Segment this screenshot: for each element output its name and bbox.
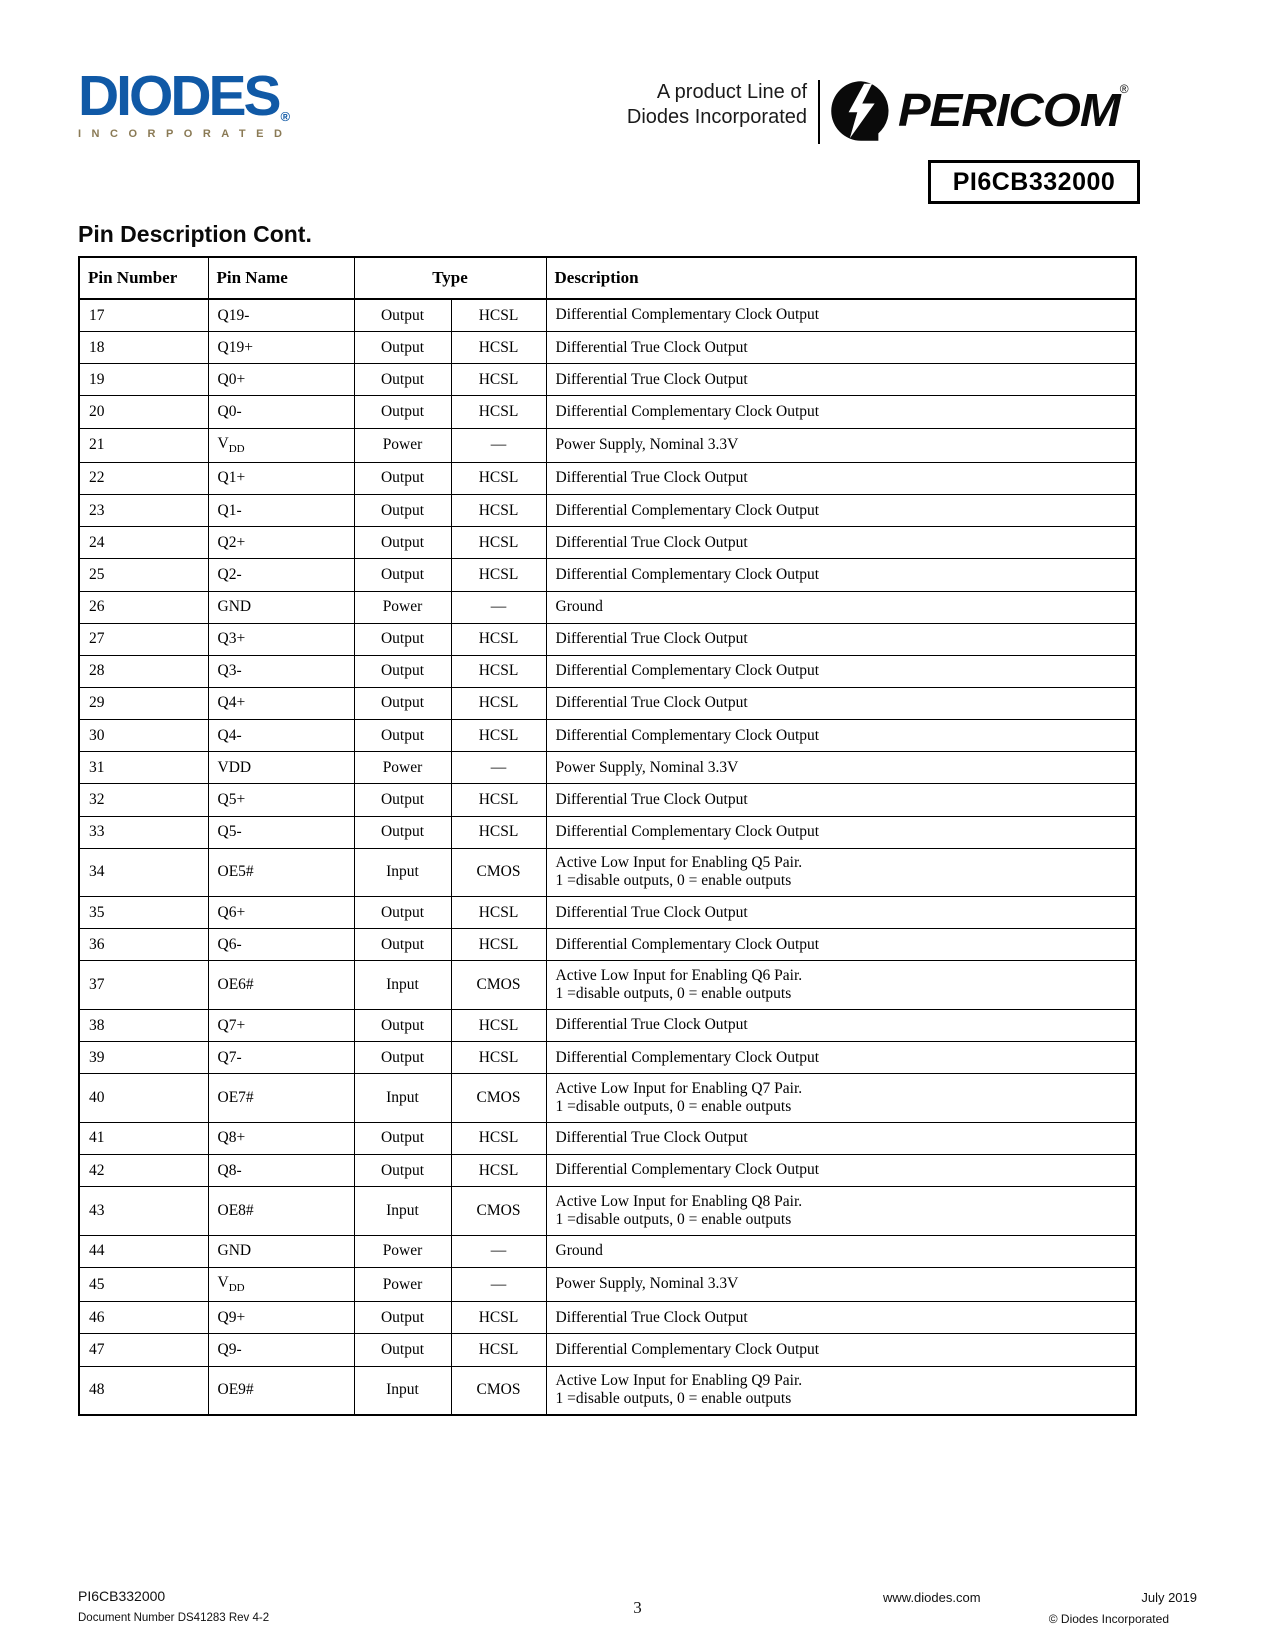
cell-pin-name: $V_{DD}$ — [208, 1267, 354, 1301]
description-line: Power Supply, Nominal 3.3V — [555, 436, 739, 454]
cell-type-direction: Output — [354, 559, 451, 591]
cell-pin-name: Q7- — [208, 1042, 354, 1074]
cell-description — [546, 720, 1136, 752]
cell-description — [546, 752, 1136, 784]
description-line: Differential Complementary Clock Output — [555, 565, 820, 583]
pin-name-subscript: DD — [228, 443, 245, 456]
description-line: Active Low Input for Enabling Q6 Pair. — [555, 966, 803, 984]
cell-type-direction: Output — [354, 623, 451, 655]
cell-pin-number: 17 — [79, 299, 208, 332]
cell-pin-number: 44 — [79, 1235, 208, 1267]
description-line: Ground — [555, 1242, 603, 1260]
cell-description — [546, 655, 1136, 687]
cell-description — [546, 591, 1136, 623]
product-line-caption-line2: Diodes Incorporated — [626, 106, 807, 128]
table-row — [79, 428, 1136, 462]
cell-description — [546, 527, 1136, 559]
cell-description — [546, 816, 1136, 848]
description-line: 1 =disable outputs, 0 = enable outputs — [555, 1210, 792, 1228]
table-row — [79, 1187, 1136, 1236]
cell-type-standard: HCSL — [451, 462, 546, 494]
cell-description — [546, 1155, 1136, 1187]
table-row — [79, 495, 1136, 527]
cell-type-direction: Output — [354, 495, 451, 527]
cell-description — [546, 1122, 1136, 1154]
description-line: Differential True Clock Output — [555, 370, 748, 388]
cell-type-standard: HCSL — [451, 1302, 546, 1334]
table-row — [79, 1235, 1136, 1267]
cell-type-standard: HCSL — [451, 655, 546, 687]
table-row — [79, 1010, 1136, 1042]
cell-pin-number: 24 — [79, 527, 208, 559]
cell-pin-number: 40 — [79, 1074, 208, 1123]
table-header-row — [79, 257, 1136, 299]
table-row — [79, 1334, 1136, 1366]
cell-type-standard: — — [451, 1235, 546, 1267]
cell-pin-name: Q5+ — [208, 784, 354, 816]
cell-pin-number: 19 — [79, 364, 208, 396]
table-row — [79, 591, 1136, 623]
description-line: 1 =disable outputs, 0 = enable outputs — [555, 1390, 792, 1408]
cell-type-standard: HCSL — [451, 897, 546, 929]
cell-type-direction: Power — [354, 428, 451, 462]
cell-description — [546, 1074, 1136, 1123]
cell-type-direction: Output — [354, 1155, 451, 1187]
cell-type-standard: HCSL — [451, 1334, 546, 1366]
cell-type-direction: Output — [354, 784, 451, 816]
cell-pin-number: 25 — [79, 559, 208, 591]
cell-pin-number: 29 — [79, 687, 208, 719]
cell-type-standard: HCSL — [451, 495, 546, 527]
cell-pin-number: 46 — [79, 1302, 208, 1334]
cell-description — [546, 559, 1136, 591]
cell-pin-number: 47 — [79, 1334, 208, 1366]
cell-pin-name: Q2- — [208, 559, 354, 591]
cell-description — [546, 332, 1136, 364]
cell-type-standard: HCSL — [451, 559, 546, 591]
table-row — [79, 848, 1136, 897]
cell-type-direction: Output — [354, 929, 451, 961]
cell-type-standard: CMOS — [451, 961, 546, 1010]
cell-pin-number: 31 — [79, 752, 208, 784]
cell-pin-number: 41 — [79, 1122, 208, 1154]
cell-type-standard: HCSL — [451, 623, 546, 655]
cell-description — [546, 623, 1136, 655]
cell-type-standard: HCSL — [451, 1122, 546, 1154]
cell-description — [546, 364, 1136, 396]
product-line-caption — [555, 80, 807, 130]
cell-pin-number: 27 — [79, 623, 208, 655]
description-line: Differential True Clock Output — [555, 1129, 748, 1147]
cell-description — [546, 495, 1136, 527]
cell-description — [546, 1334, 1136, 1366]
description-line: Differential Complementary Clock Output — [555, 306, 820, 324]
cell-description — [546, 1187, 1136, 1236]
cell-type-standard: CMOS — [451, 1366, 546, 1415]
table-row — [79, 527, 1136, 559]
description-line: Differential Complementary Clock Output — [555, 501, 820, 519]
description-line: Differential True Clock Output — [555, 533, 748, 551]
diodes-logo — [78, 64, 338, 140]
cell-pin-name: Q4+ — [208, 687, 354, 719]
cell-description — [546, 462, 1136, 494]
cell-pin-name: OE5# — [208, 848, 354, 897]
cell-type-direction: Output — [354, 527, 451, 559]
cell-pin-name: GND — [208, 1235, 354, 1267]
cell-type-direction: Output — [354, 1042, 451, 1074]
table-row — [79, 752, 1136, 784]
cell-description — [546, 897, 1136, 929]
description-line: Differential Complementary Clock Output — [555, 402, 820, 420]
description-line: Power Supply, Nominal 3.3V — [555, 1275, 739, 1293]
cell-type-standard: CMOS — [451, 1074, 546, 1123]
cell-type-direction: Output — [354, 655, 451, 687]
cell-pin-name: Q9+ — [208, 1302, 354, 1334]
cell-type-standard: — — [451, 752, 546, 784]
lightning-bolt-icon — [830, 80, 892, 142]
cell-type-direction: Output — [354, 1122, 451, 1154]
cell-type-direction: Output — [354, 332, 451, 364]
footer-website-link[interactable]: www.diodes.com — [883, 1590, 981, 1605]
cell-description — [546, 961, 1136, 1010]
cell-description — [546, 1267, 1136, 1301]
table-row — [79, 1267, 1136, 1301]
cell-type-standard: HCSL — [451, 332, 546, 364]
table-row — [79, 299, 1136, 332]
cell-pin-name: Q19- — [208, 299, 354, 332]
description-line: 1 =disable outputs, 0 = enable outputs — [555, 985, 792, 1003]
cell-type-standard: HCSL — [451, 396, 546, 428]
diodes-wordmark — [78, 64, 338, 128]
cell-type-direction: Power — [354, 1267, 451, 1301]
cell-type-direction: Power — [354, 591, 451, 623]
cell-pin-name: Q7+ — [208, 1010, 354, 1042]
cell-pin-name: Q1- — [208, 495, 354, 527]
cell-pin-name: Q3+ — [208, 623, 354, 655]
description-line: Active Low Input for Enabling Q8 Pair. — [555, 1192, 803, 1210]
cell-type-direction: Output — [354, 720, 451, 752]
description-line: Ground — [555, 597, 603, 615]
description-line: Active Low Input for Enabling Q9 Pair. — [555, 1372, 803, 1390]
cell-description — [546, 687, 1136, 719]
cell-pin-name: Q0- — [208, 396, 354, 428]
footer-document-number: Document Number DS41283 Rev 4-2 — [78, 1612, 270, 1624]
cell-type-direction: Output — [354, 687, 451, 719]
registered-trademark-icon: ® — [1119, 82, 1129, 96]
table-row — [79, 961, 1136, 1010]
cell-type-standard: HCSL — [451, 1010, 546, 1042]
cell-type-direction: Output — [354, 1334, 451, 1366]
cell-pin-name: Q3- — [208, 655, 354, 687]
cell-pin-name: VDD — [208, 752, 354, 784]
pin-description-table — [78, 256, 1137, 1416]
cell-pin-name: Q5- — [208, 816, 354, 848]
table-row — [79, 1074, 1136, 1123]
cell-pin-number: 38 — [79, 1010, 208, 1042]
cell-type-direction: Output — [354, 462, 451, 494]
cell-pin-number: 22 — [79, 462, 208, 494]
part-number-box — [928, 160, 1140, 204]
cell-type-direction: Power — [354, 1235, 451, 1267]
footer-page-number: 3 — [633, 1598, 642, 1617]
cell-pin-number: 45 — [79, 1267, 208, 1301]
column-header-pin-name: Pin Name — [208, 257, 354, 299]
cell-description — [546, 1010, 1136, 1042]
cell-type-standard: — — [451, 428, 546, 462]
cell-description — [546, 1235, 1136, 1267]
pin-name-subscript: DD — [228, 1282, 245, 1295]
table-row — [79, 1042, 1136, 1074]
cell-type-standard: HCSL — [451, 929, 546, 961]
cell-type-standard: — — [451, 591, 546, 623]
pin-table-body — [79, 299, 1136, 1415]
cell-pin-name: Q1+ — [208, 462, 354, 494]
cell-type-direction: Input — [354, 961, 451, 1010]
cell-type-direction: Power — [354, 752, 451, 784]
cell-pin-name: OE9# — [208, 1366, 354, 1415]
cell-pin-name: Q8+ — [208, 1122, 354, 1154]
table-row — [79, 784, 1136, 816]
description-line: Differential True Clock Output — [555, 1308, 748, 1326]
description-line: Differential Complementary Clock Output — [555, 1161, 820, 1179]
registered-trademark-icon: ® — [280, 109, 291, 124]
description-line: Active Low Input for Enabling Q5 Pair. — [555, 854, 803, 872]
column-header-description: Description — [546, 257, 1136, 299]
cell-pin-name: OE7# — [208, 1074, 354, 1123]
cell-pin-number: 18 — [79, 332, 208, 364]
cell-description — [546, 1302, 1136, 1334]
cell-type-standard: HCSL — [451, 784, 546, 816]
description-line: Differential Complementary Clock Output — [555, 1048, 820, 1066]
cell-description — [546, 1366, 1136, 1415]
cell-type-standard: HCSL — [451, 1042, 546, 1074]
description-line: Active Low Input for Enabling Q7 Pair. — [555, 1079, 803, 1097]
cell-pin-name: OE8# — [208, 1187, 354, 1236]
cell-type-direction: Input — [354, 1074, 451, 1123]
cell-type-direction: Output — [354, 364, 451, 396]
cell-type-standard: HCSL — [451, 687, 546, 719]
cell-type-standard: HCSL — [451, 1155, 546, 1187]
cell-pin-name: Q2+ — [208, 527, 354, 559]
description-line: 1 =disable outputs, 0 = enable outputs — [555, 872, 792, 890]
cell-pin-name: Q6+ — [208, 897, 354, 929]
cell-pin-number: 36 — [79, 929, 208, 961]
cell-pin-number: 39 — [79, 1042, 208, 1074]
column-header-type: Type — [354, 257, 546, 299]
cell-pin-number: 35 — [79, 897, 208, 929]
description-line: Differential Complementary Clock Output — [555, 726, 820, 744]
cell-pin-number: 48 — [79, 1366, 208, 1415]
product-line-caption-line1: A product Line of — [656, 81, 807, 103]
cell-description — [546, 848, 1136, 897]
table-row — [79, 462, 1136, 494]
table-row — [79, 332, 1136, 364]
cell-pin-name: Q8- — [208, 1155, 354, 1187]
description-line: Power Supply, Nominal 3.3V — [555, 758, 739, 776]
cell-type-standard: HCSL — [451, 816, 546, 848]
cell-pin-name: Q9- — [208, 1334, 354, 1366]
cell-pin-number: 43 — [79, 1187, 208, 1236]
description-line: Differential True Clock Output — [555, 790, 748, 808]
description-line: Differential True Clock Output — [555, 694, 748, 712]
cell-type-standard: HCSL — [451, 299, 546, 332]
cell-pin-name: Q4- — [208, 720, 354, 752]
column-header-pin-number: Pin Number — [79, 257, 208, 299]
cell-type-direction: Input — [354, 1187, 451, 1236]
description-line: Differential True Clock Output — [555, 903, 748, 921]
description-line: 1 =disable outputs, 0 = enable outputs — [555, 1098, 792, 1116]
cell-type-standard: HCSL — [451, 527, 546, 559]
cell-pin-name: GND — [208, 591, 354, 623]
table-row — [79, 623, 1136, 655]
cell-pin-number: 21 — [79, 428, 208, 462]
cell-pin-number: 26 — [79, 591, 208, 623]
description-line: Differential Complementary Clock Output — [555, 822, 820, 840]
diodes-wordmark-text: DIODES — [78, 64, 279, 128]
table-row — [79, 559, 1136, 591]
description-line: Differential True Clock Output — [555, 469, 748, 487]
header-divider — [818, 80, 820, 144]
cell-pin-name: Q19+ — [208, 332, 354, 364]
table-row — [79, 720, 1136, 752]
part-number-label: PI6CB332000 — [952, 167, 1116, 196]
cell-type-standard: CMOS — [451, 848, 546, 897]
table-row — [79, 1302, 1136, 1334]
cell-pin-number: 28 — [79, 655, 208, 687]
cell-type-direction: Input — [354, 848, 451, 897]
cell-pin-number: 30 — [79, 720, 208, 752]
cell-type-direction: Input — [354, 1366, 451, 1415]
cell-type-direction: Output — [354, 1010, 451, 1042]
description-line: Differential True Clock Output — [555, 1016, 748, 1034]
description-line: Differential True Clock Output — [555, 630, 748, 648]
cell-type-direction: Output — [354, 816, 451, 848]
cell-pin-number: 32 — [79, 784, 208, 816]
cell-type-direction: Output — [354, 1302, 451, 1334]
diodes-incorporated-label: INCORPORATED — [78, 128, 293, 140]
page-title: Pin Description Cont. — [78, 221, 312, 247]
table-row — [79, 897, 1136, 929]
table-row — [79, 1122, 1136, 1154]
footer-date: July 2019 — [1141, 1590, 1197, 1605]
description-line: Differential Complementary Clock Output — [555, 935, 820, 953]
cell-type-direction: Output — [354, 897, 451, 929]
cell-description — [546, 1042, 1136, 1074]
cell-pin-name: Q0+ — [208, 364, 354, 396]
cell-description — [546, 299, 1136, 332]
cell-pin-number: 34 — [79, 848, 208, 897]
cell-pin-number: 33 — [79, 816, 208, 848]
cell-pin-name: $V_{DD}$ — [208, 428, 354, 462]
table-row — [79, 364, 1136, 396]
cell-type-standard: HCSL — [451, 720, 546, 752]
table-row — [79, 929, 1136, 961]
cell-pin-name: Q6- — [208, 929, 354, 961]
footer-copyright: © Diodes Incorporated — [1048, 1612, 1169, 1626]
cell-type-standard: — — [451, 1267, 546, 1301]
cell-pin-number: 23 — [79, 495, 208, 527]
cell-description — [546, 784, 1136, 816]
cell-pin-name: OE6# — [208, 961, 354, 1010]
cell-pin-number: 42 — [79, 1155, 208, 1187]
cell-description — [546, 428, 1136, 462]
table-row — [79, 1366, 1136, 1415]
description-line: Differential Complementary Clock Output — [555, 1340, 820, 1358]
cell-description — [546, 396, 1136, 428]
description-line: Differential True Clock Output — [555, 338, 748, 356]
table-row — [79, 816, 1136, 848]
cell-type-standard: CMOS — [451, 1187, 546, 1236]
page-footer — [78, 1588, 1197, 1638]
cell-type-standard: HCSL — [451, 364, 546, 396]
cell-pin-number: 37 — [79, 961, 208, 1010]
table-row — [79, 396, 1136, 428]
cell-pin-number: 20 — [79, 396, 208, 428]
pericom-wordmark: PERICOM — [898, 85, 1120, 137]
table-row — [79, 655, 1136, 687]
cell-type-direction: Output — [354, 299, 451, 332]
footer-part-number: PI6CB332000 — [78, 1588, 166, 1604]
table-row — [79, 1155, 1136, 1187]
cell-type-direction: Output — [354, 396, 451, 428]
cell-description — [546, 929, 1136, 961]
table-row — [79, 687, 1136, 719]
pericom-logo — [830, 80, 1129, 142]
description-line: Differential Complementary Clock Output — [555, 662, 820, 680]
